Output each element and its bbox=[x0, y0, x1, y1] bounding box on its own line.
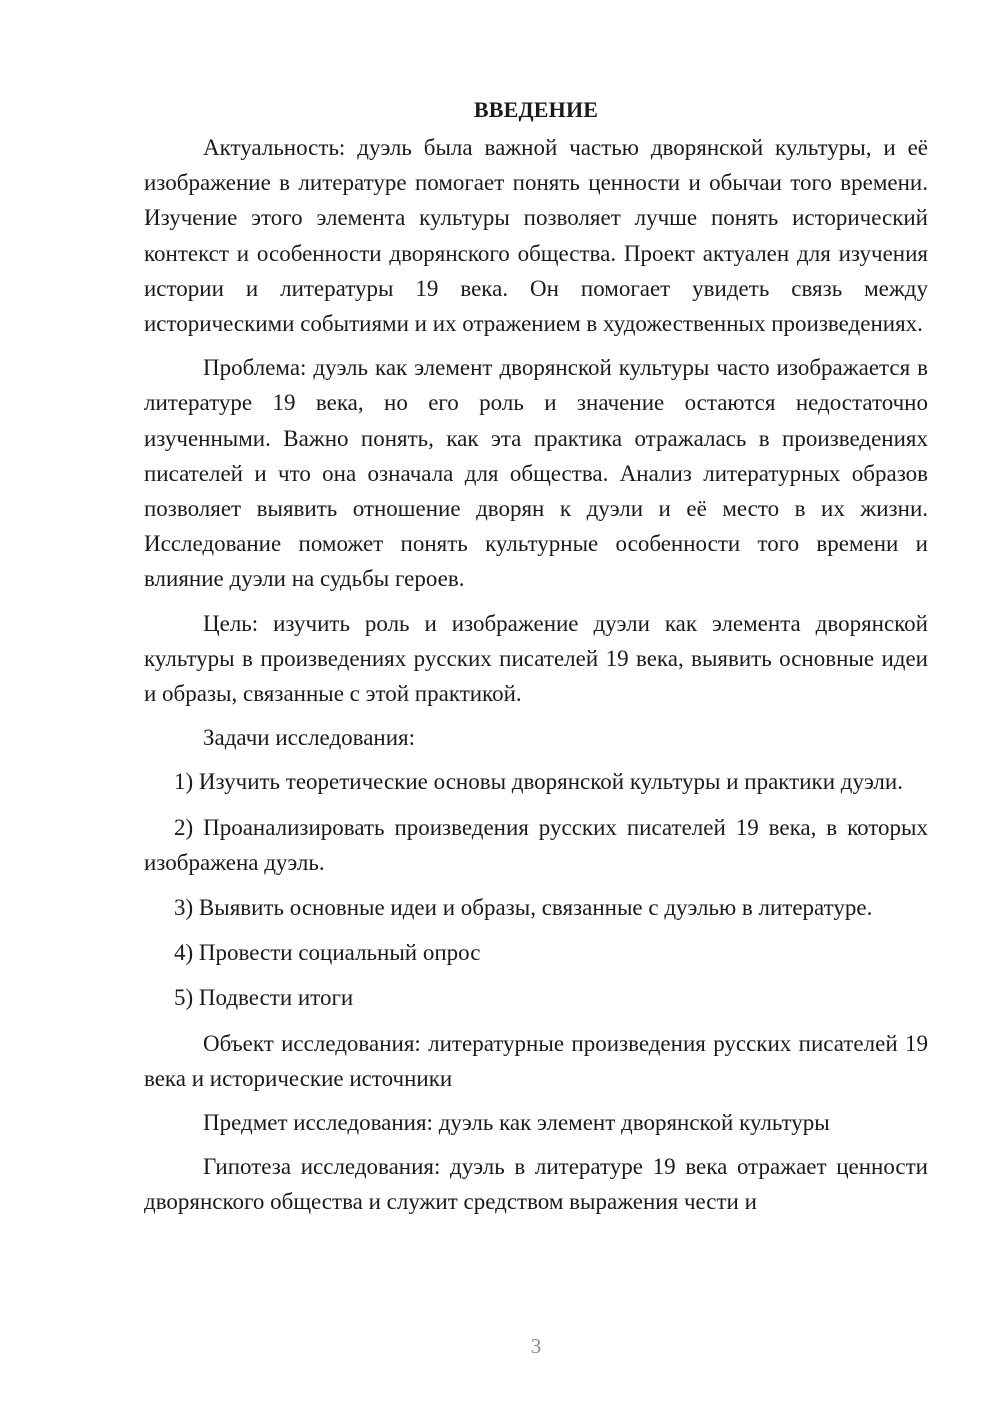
task-item-5: 5) Подвести итоги bbox=[174, 985, 354, 1011]
section-heading: ВВЕДЕНИЕ bbox=[473, 97, 599, 122]
document-page bbox=[144, 92, 928, 1229]
task-item-3: 3) Выявить основные идеи и образы, связанные с дуэлью в литературе. bbox=[174, 895, 873, 921]
paragraph-subject: Предмет исследования: дуэль как элемент дворянской культуры bbox=[203, 1110, 830, 1136]
task-item-1: 1) Изучить теоретические основы дворянской культуры и практики дуэли. bbox=[174, 769, 903, 795]
paragraph-problem: Проблема: дуэль как элемент дворянской культуры часто изображается в литературе 19 века, но его роль и значение остаются недостаточно изученными. Важно понять, как эта практика отражалась в произведениях писателей и что она означала для общества. Анализ литературных образов позволяет выявить отношение дворян к дуэли и её место в их жизни. Исследование поможет понять культурные особенности того времени и влияние дуэли на судьбы героев. bbox=[144, 355, 928, 592]
task-item-2: 2) Проанализировать произведения русских писателей 19 века, в которых изображена дуэль. bbox=[144, 814, 928, 875]
task-item-4: 4) Провести социальный опрос bbox=[174, 940, 481, 966]
paragraph-goal: Цель: изучить роль и изображение дуэли как элемента дворянской культуры в произведениях русских писателей 19 века, выявить основные идеи и образы, связанные с этой практикой. bbox=[144, 610, 928, 707]
paragraph-object: Объект исследования: литературные произведения русских писателей 19 века и исторические источники bbox=[144, 1030, 928, 1091]
paragraph-relevance: Актуальность: дуэль была важной частью дворянской культуры, и её изображение в литературе помогает понять ценности и обычаи того времени. Изучение этого элемента культуры позволяет лучше понять исторический контекст и особенности дворянского общества. Проект актуален для изучения истории и литературы 19 века. Он помогает увидеть связь между историческими событиями и их отражением в художественных произведениях. bbox=[144, 135, 928, 337]
paragraph-hypothesis: Гипотеза исследования: дуэль в литературе 19 века отражает ценности дворянского общества и служит средством выражения чести и bbox=[144, 1154, 928, 1215]
page-number: 3 bbox=[530, 1334, 542, 1358]
tasks-heading: Задачи исследования: bbox=[203, 725, 416, 751]
